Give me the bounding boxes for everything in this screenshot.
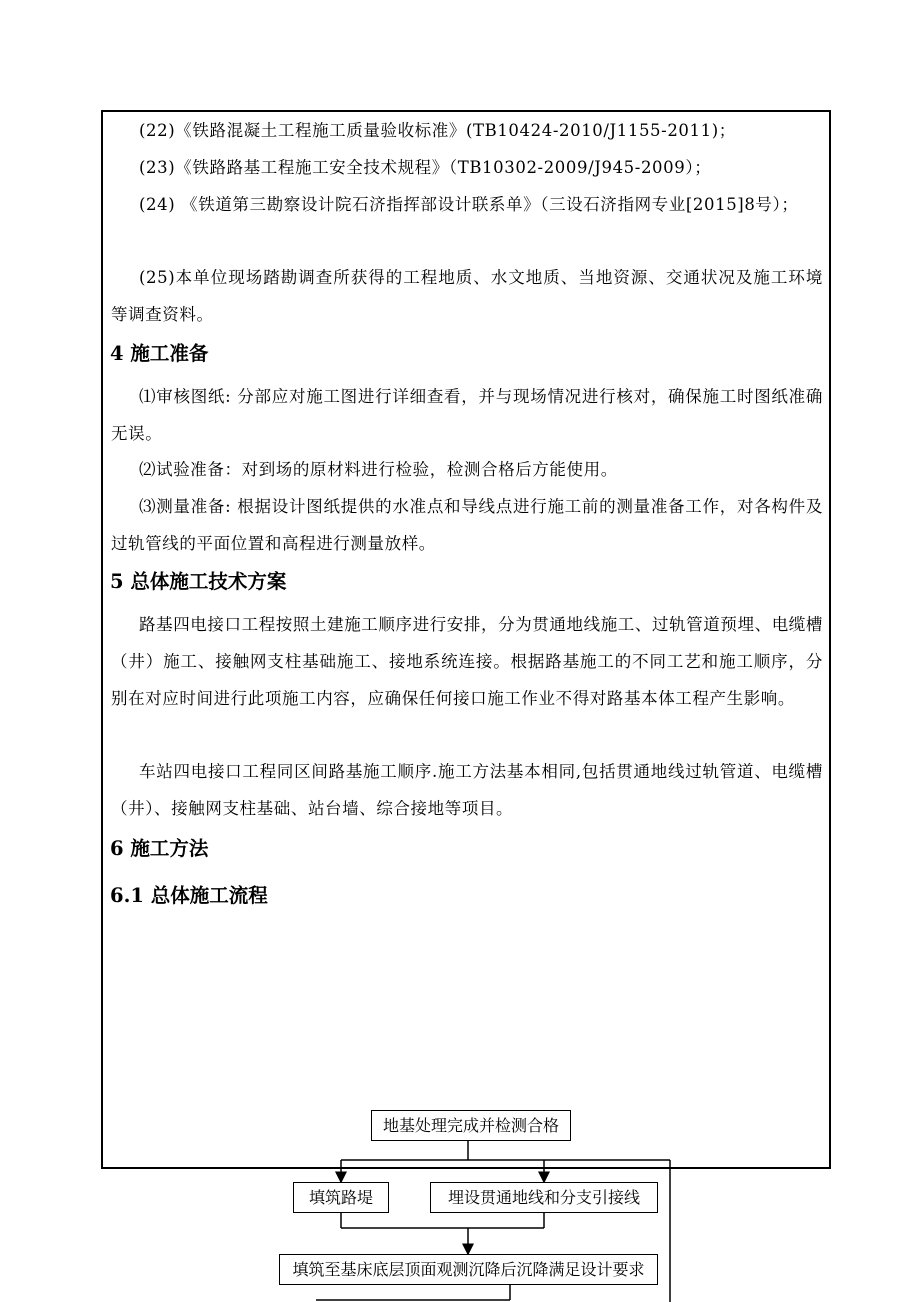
prep-item-2: ⑵试验准备：对到场的原材料进行检验，检测合格后方能使用。 bbox=[139, 460, 618, 479]
reference-item-24: (24) 《铁道第三勘察设计院石济指挥部设计联系单》（三设石济指网专业[2015]8号）； bbox=[139, 195, 799, 214]
flow-step-bury-grounding-wire: 埋设贯通地线和分支引接线 bbox=[430, 1182, 658, 1213]
reference-item-23: (23)《铁路路基工程施工安全技术规程》（TB10302-2009/J945-2009）； bbox=[139, 158, 712, 177]
section-6-heading: 6 施工方法 bbox=[110, 837, 209, 860]
prep-item-1: ⑴审核图纸: 分部应对施工图进行详细查看，并与现场情况进行核对，确保施工时图纸准确无误。 bbox=[111, 387, 823, 443]
reference-item-22: (22)《铁路混凝土工程施工质量验收标准》(TB10424-2010/J1155-2011)； bbox=[139, 121, 736, 140]
flow-step-fill-embankment: 填筑路堤 bbox=[293, 1182, 389, 1213]
flow-step-foundation-treated: 地基处理完成并检测合格 bbox=[371, 1110, 571, 1141]
section-6-1-heading: 6.1 总体施工流程 bbox=[110, 884, 268, 907]
scheme-paragraph-2: 车站四电接口工程同区间路基施工顺序.施工方法基本相同,包括贯通地线过轨管道、电缆槽（井）、接触网支柱基础、站台墙、综合接地等项目。 bbox=[111, 762, 823, 818]
section-5-heading: 5 总体施工技术方案 bbox=[110, 570, 287, 593]
reference-item-25: (25)本单位现场踏勘调查所获得的工程地质、水文地质、当地资源、交通状况及施工环境等调查资料。 bbox=[111, 268, 823, 324]
prep-item-3: ⑶测量准备: 根据设计图纸提供的水准点和导线点进行施工前的测量准备工作，对各构件及过轨管线的平面位置和高程进行测量放样。 bbox=[111, 497, 823, 553]
section-4-heading: 4 施工准备 bbox=[110, 342, 209, 365]
flow-step-fill-to-subgrade-bottom: 填筑至基床底层顶面观测沉降后沉降满足设计要求 bbox=[279, 1254, 658, 1285]
scheme-paragraph-1: 路基四电接口工程按照土建施工顺序进行安排，分为贯通地线施工、过轨管道预埋、电缆槽（井）施工、接触网支柱基础施工、接地系统连接。根据路基施工的不同工艺和施工顺序，分别在对应时间进行此项施工内容，应确保任何接口施工作业不得对路基本体工程产生影响。 bbox=[111, 615, 823, 708]
